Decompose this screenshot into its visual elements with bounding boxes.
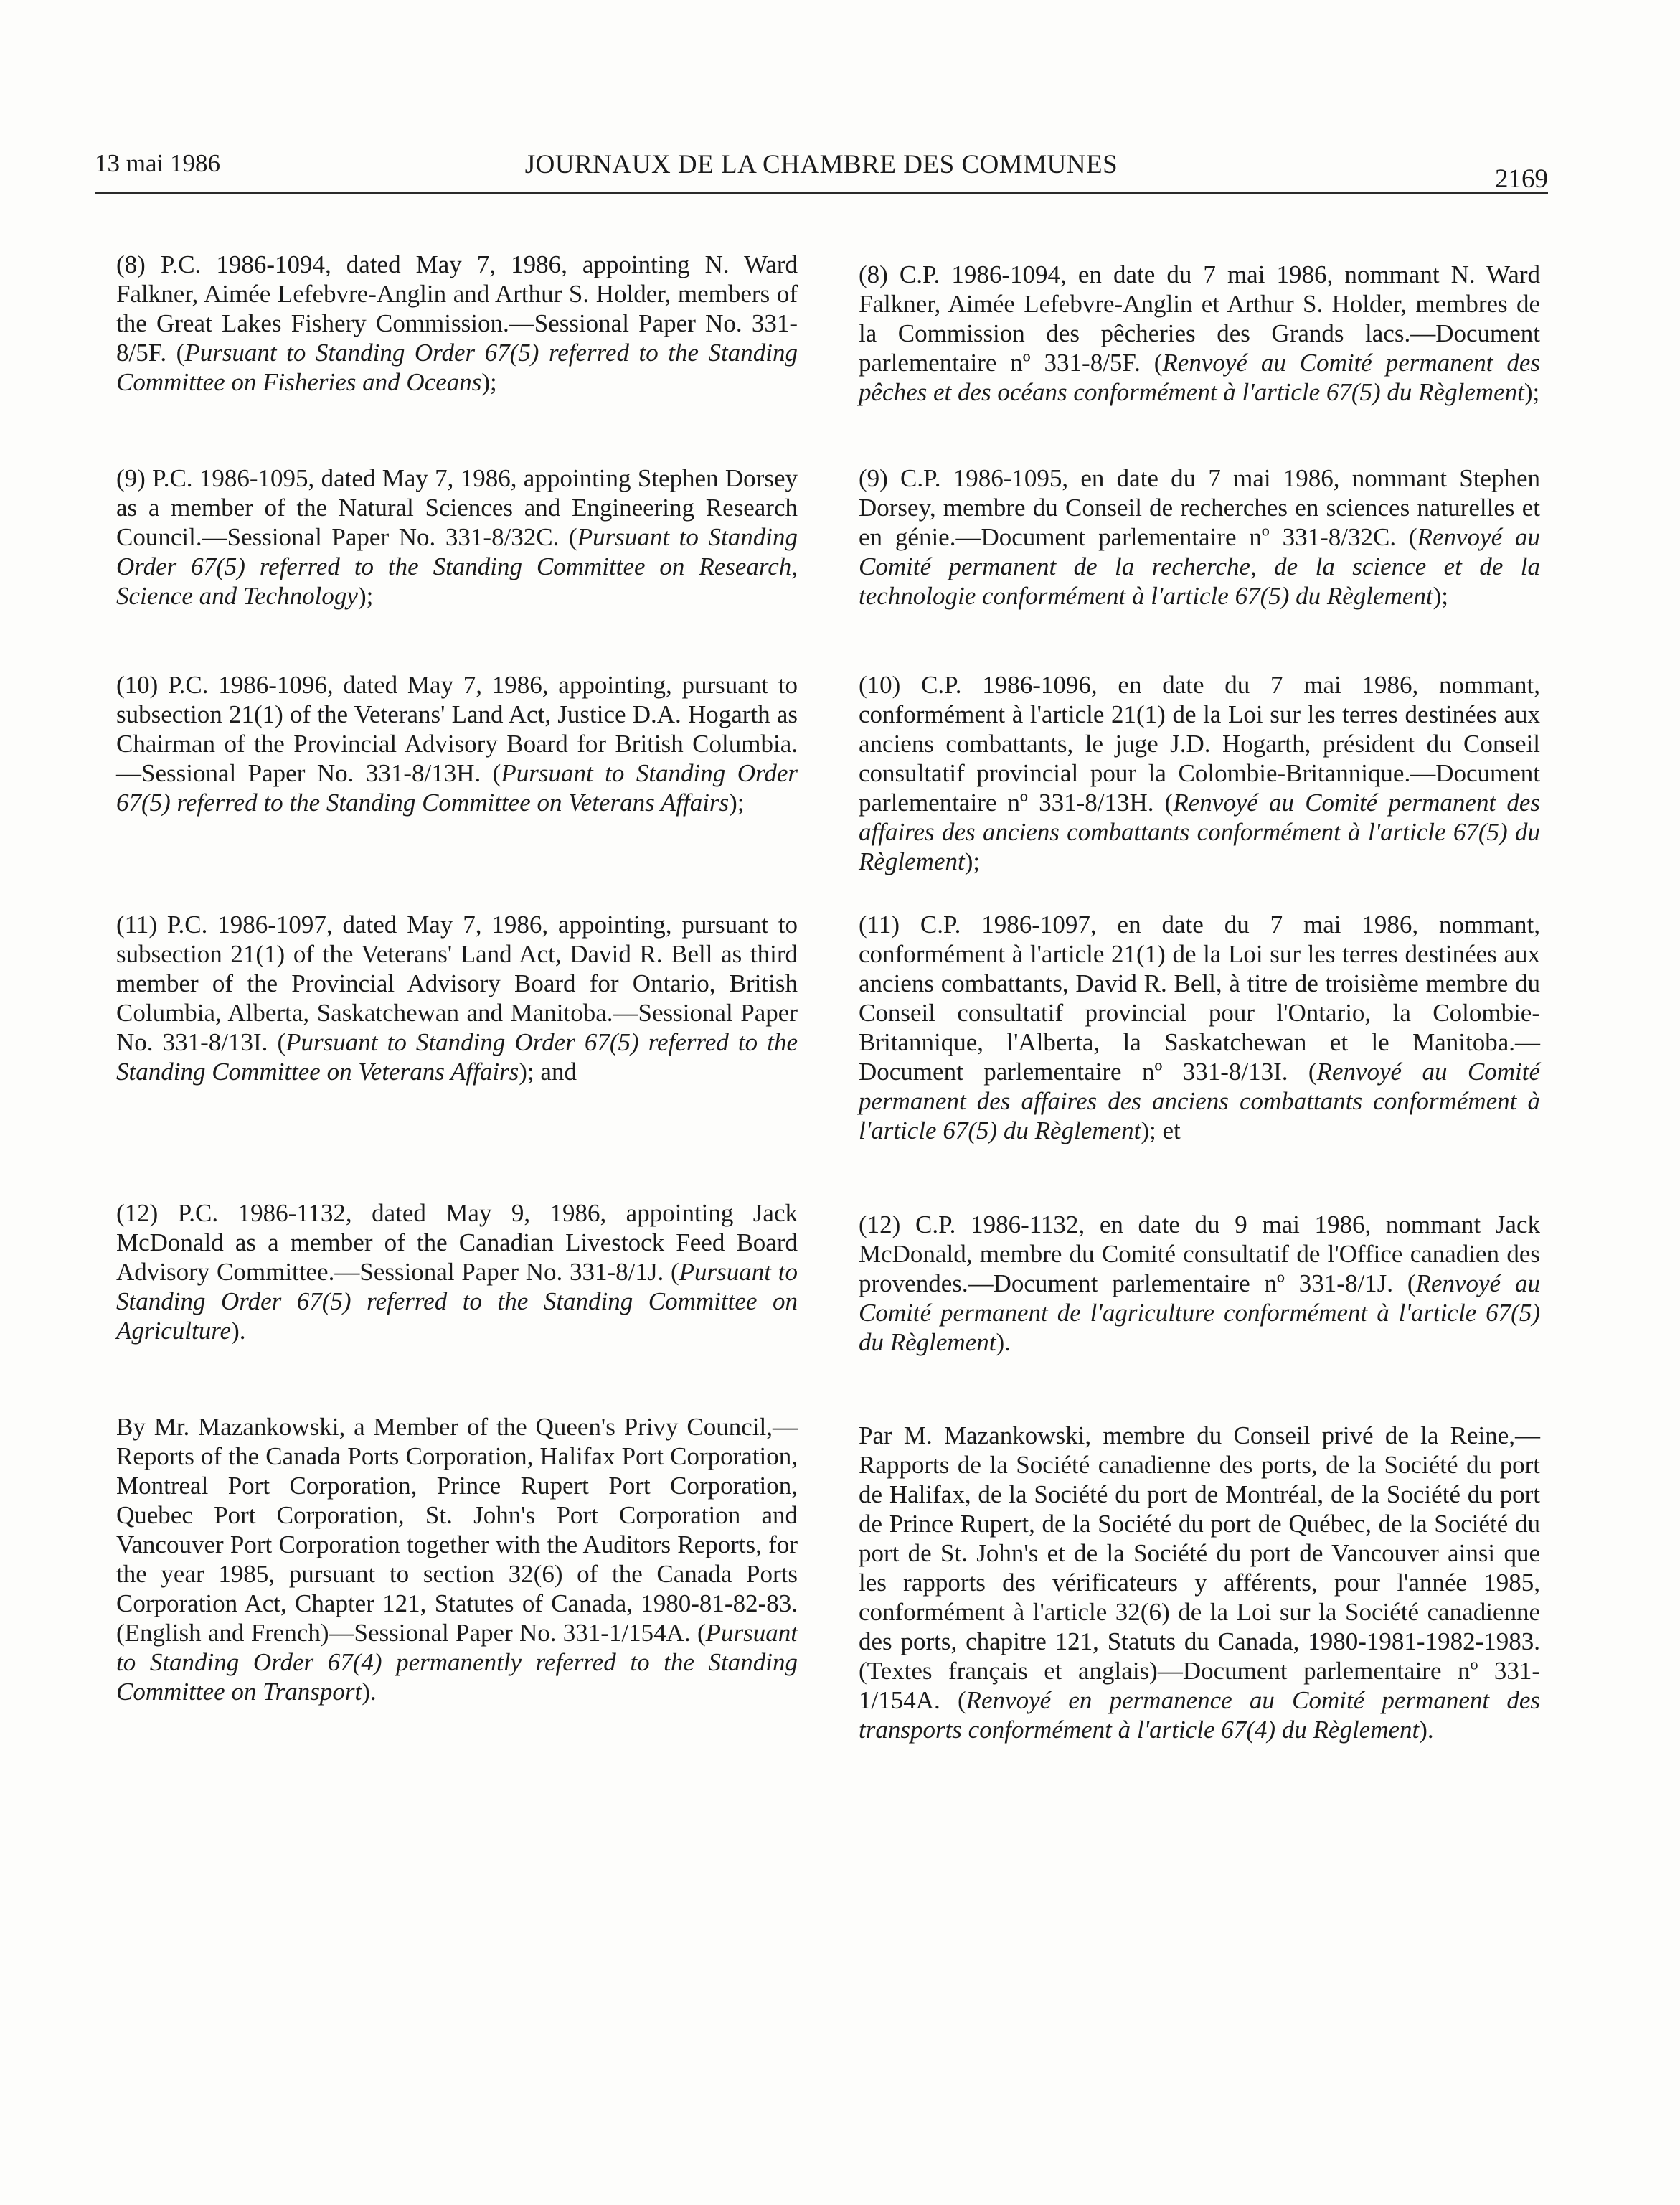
fr-entry-mazankowski: Par M. Mazankowski, membre du Conseil privé de la Reine,—Rapports de la Société canadienne des ports, de la Société du port de Halifax, de la Société du port de Montréal, de la Société du port de Prince Rupert, de la Société du port de Québec, de la Société du port de St. John's et de la Société du port de Vancouver ainsi que les rapports des vérificateurs y afférents, pour l'année 1985, conformément à l'article 32(6) de la Loi sur la Société canadienne des ports, chapitre 121, Statuts du Canada, 1980-1981-1982-1983. (Textes français et anglais)—Document parlementaire nº 331-1/154A. (Renvoyé en permanence au Comité permanent des transports conformément à l'article 67(4) du Règlement).	[859, 1421, 1541, 1744]
en-entry-12: (12) P.C. 1986-1132, dated May 9, 1986, appointing Jack McDonald as a member of the Canadian Livestock Feed Board Advisory Committee.—Sessional Paper No. 331-8/1J. (Pursuant to Standing Order 67(5) referred to the Standing Committee on Agriculture).	[116, 1199, 798, 1345]
en-entry-10: (10) P.C. 1986-1096, dated May 7, 1986, appointing, pursuant to subsection 21(1) of the Veterans' Land Act, Justice D.A. Hogarth as Chairman of the Provincial Advisory Board for British Columbia.—Sessional Paper No. 331-8/13H. (Pursuant to Standing Order 67(5) referred to the Standing Committee on Veterans Affairs);	[116, 671, 798, 817]
en-entry-9: (9) P.C. 1986-1095, dated May 7, 1986, appointing Stephen Dorsey as a member of the Natural Sciences and Engineering Research Council.—Sessional Paper No. 331-8/32C. (Pursuant to Standing Order 67(5) referred to the Standing Committee on Research, Science and Technology);	[116, 464, 798, 610]
en-entry-mazankowski: By Mr. Mazankowski, a Member of the Queen's Privy Council,—Reports of the Canada Ports Corporation, Halifax Port Corporation, Montreal Port Corporation, Prince Rupert Port Corporation, Quebec Port Corporation, St. John's Port Corporation and Vancouver Port Corporation together with the Auditors Reports, for the year 1985, pursuant to section 32(6) of the Canada Ports Corporation Act, Chapter 121, Statutes of Canada, 1980-81-82-83. (English and French)—Sessional Paper No. 331-1/154A. (Pursuant to Standing Order 67(4) permanently referred to the Standing Committee on Transport).	[116, 1413, 798, 1706]
fr-entry-11: (11) C.P. 1986-1097, en date du 7 mai 1986, nommant, conformément à l'article 21(1) de la Loi sur les terres destinées aux anciens combattants, David R. Bell, à titre de troisième membre du Conseil consultatif provincial pour l'Ontario, la Colombie-Britannique, l'Alberta, la Saskatchewan et le Manitoba.—Document parlementaire nº 331-8/13I. (Renvoyé au Comité permanent des affaires des anciens combattants conformément à l'article 67(5) du Règlement); et	[859, 911, 1541, 1144]
en-entry-11: (11) P.C. 1986-1097, dated May 7, 1986, appointing, pursuant to subsection 21(1) of the Veterans' Land Act, David R. Bell as third member of the Provincial Advisory Board for Ontario, British Columbia, Alberta, Saskatchewan and Manitoba.—Sessional Paper No. 331-8/13I. (Pursuant to Standing Order 67(5) referred to the Standing Committee on Veterans Affairs); and	[116, 911, 798, 1086]
header-title: JOURNAUX DE LA CHAMBRE DES COMMUNES	[524, 150, 1118, 179]
page-header	[95, 149, 1548, 194]
fr-entry-10: (10) C.P. 1986-1096, en date du 7 mai 1986, nommant, conformément à l'article 21(1) de la Loi sur les terres destinées aux anciens combattants, le juge J.D. Hogarth, président du Conseil consultatif provincial pour la Colombie-Britannique.—Document parlementaire nº 331-8/13H. (Renvoyé au Comité permanent des affaires des anciens combattants conformément à l'article 67(5) du Règlement);	[859, 671, 1541, 875]
page-number: 2169	[1495, 164, 1548, 194]
fr-entry-12: (12) C.P. 1986-1132, en date du 9 mai 1986, nommant Jack McDonald, membre du Comité consultatif de l'Office canadien des provendes.—Document parlementaire nº 331-8/1J. (Renvoyé au Comité permanent de l'agriculture conformément à l'article 67(5) du Règlement).	[859, 1210, 1540, 1356]
fr-entry-8: (8) C.P. 1986-1094, en date du 7 mai 1986, nommant N. Ward Falkner, Aimée Lefebvre-Anglin et Arthur S. Holder, membres de la Commission des pêcheries des Grands lacs.—Document parlementaire nº 331-8/5F. (Renvoyé au Comité permanent des pêches et des océans conformément à l'article 67(5) du Règlement);	[859, 260, 1540, 406]
header-date: 13 mai 1986	[95, 149, 220, 177]
en-entry-8: (8) P.C. 1986-1094, dated May 7, 1986, appointing N. Ward Falkner, Aimée Lefebvre-Anglin and Arthur S. Holder, members of the Great Lakes Fishery Commission.—Sessional Paper No. 331-8/5F. (Pursuant to Standing Order 67(5) referred to the Standing Committee on Fisheries and Oceans);	[116, 250, 798, 396]
fr-entry-9: (9) C.P. 1986-1095, en date du 7 mai 1986, nommant Stephen Dorsey, membre du Conseil de recherches en sciences naturelles et en génie.—Document parlementaire nº 331-8/32C. (Renvoyé au Comité permanent de la recherche, de la science et de la technologie conformément à l'article 67(5) du Règlement);	[859, 464, 1540, 610]
